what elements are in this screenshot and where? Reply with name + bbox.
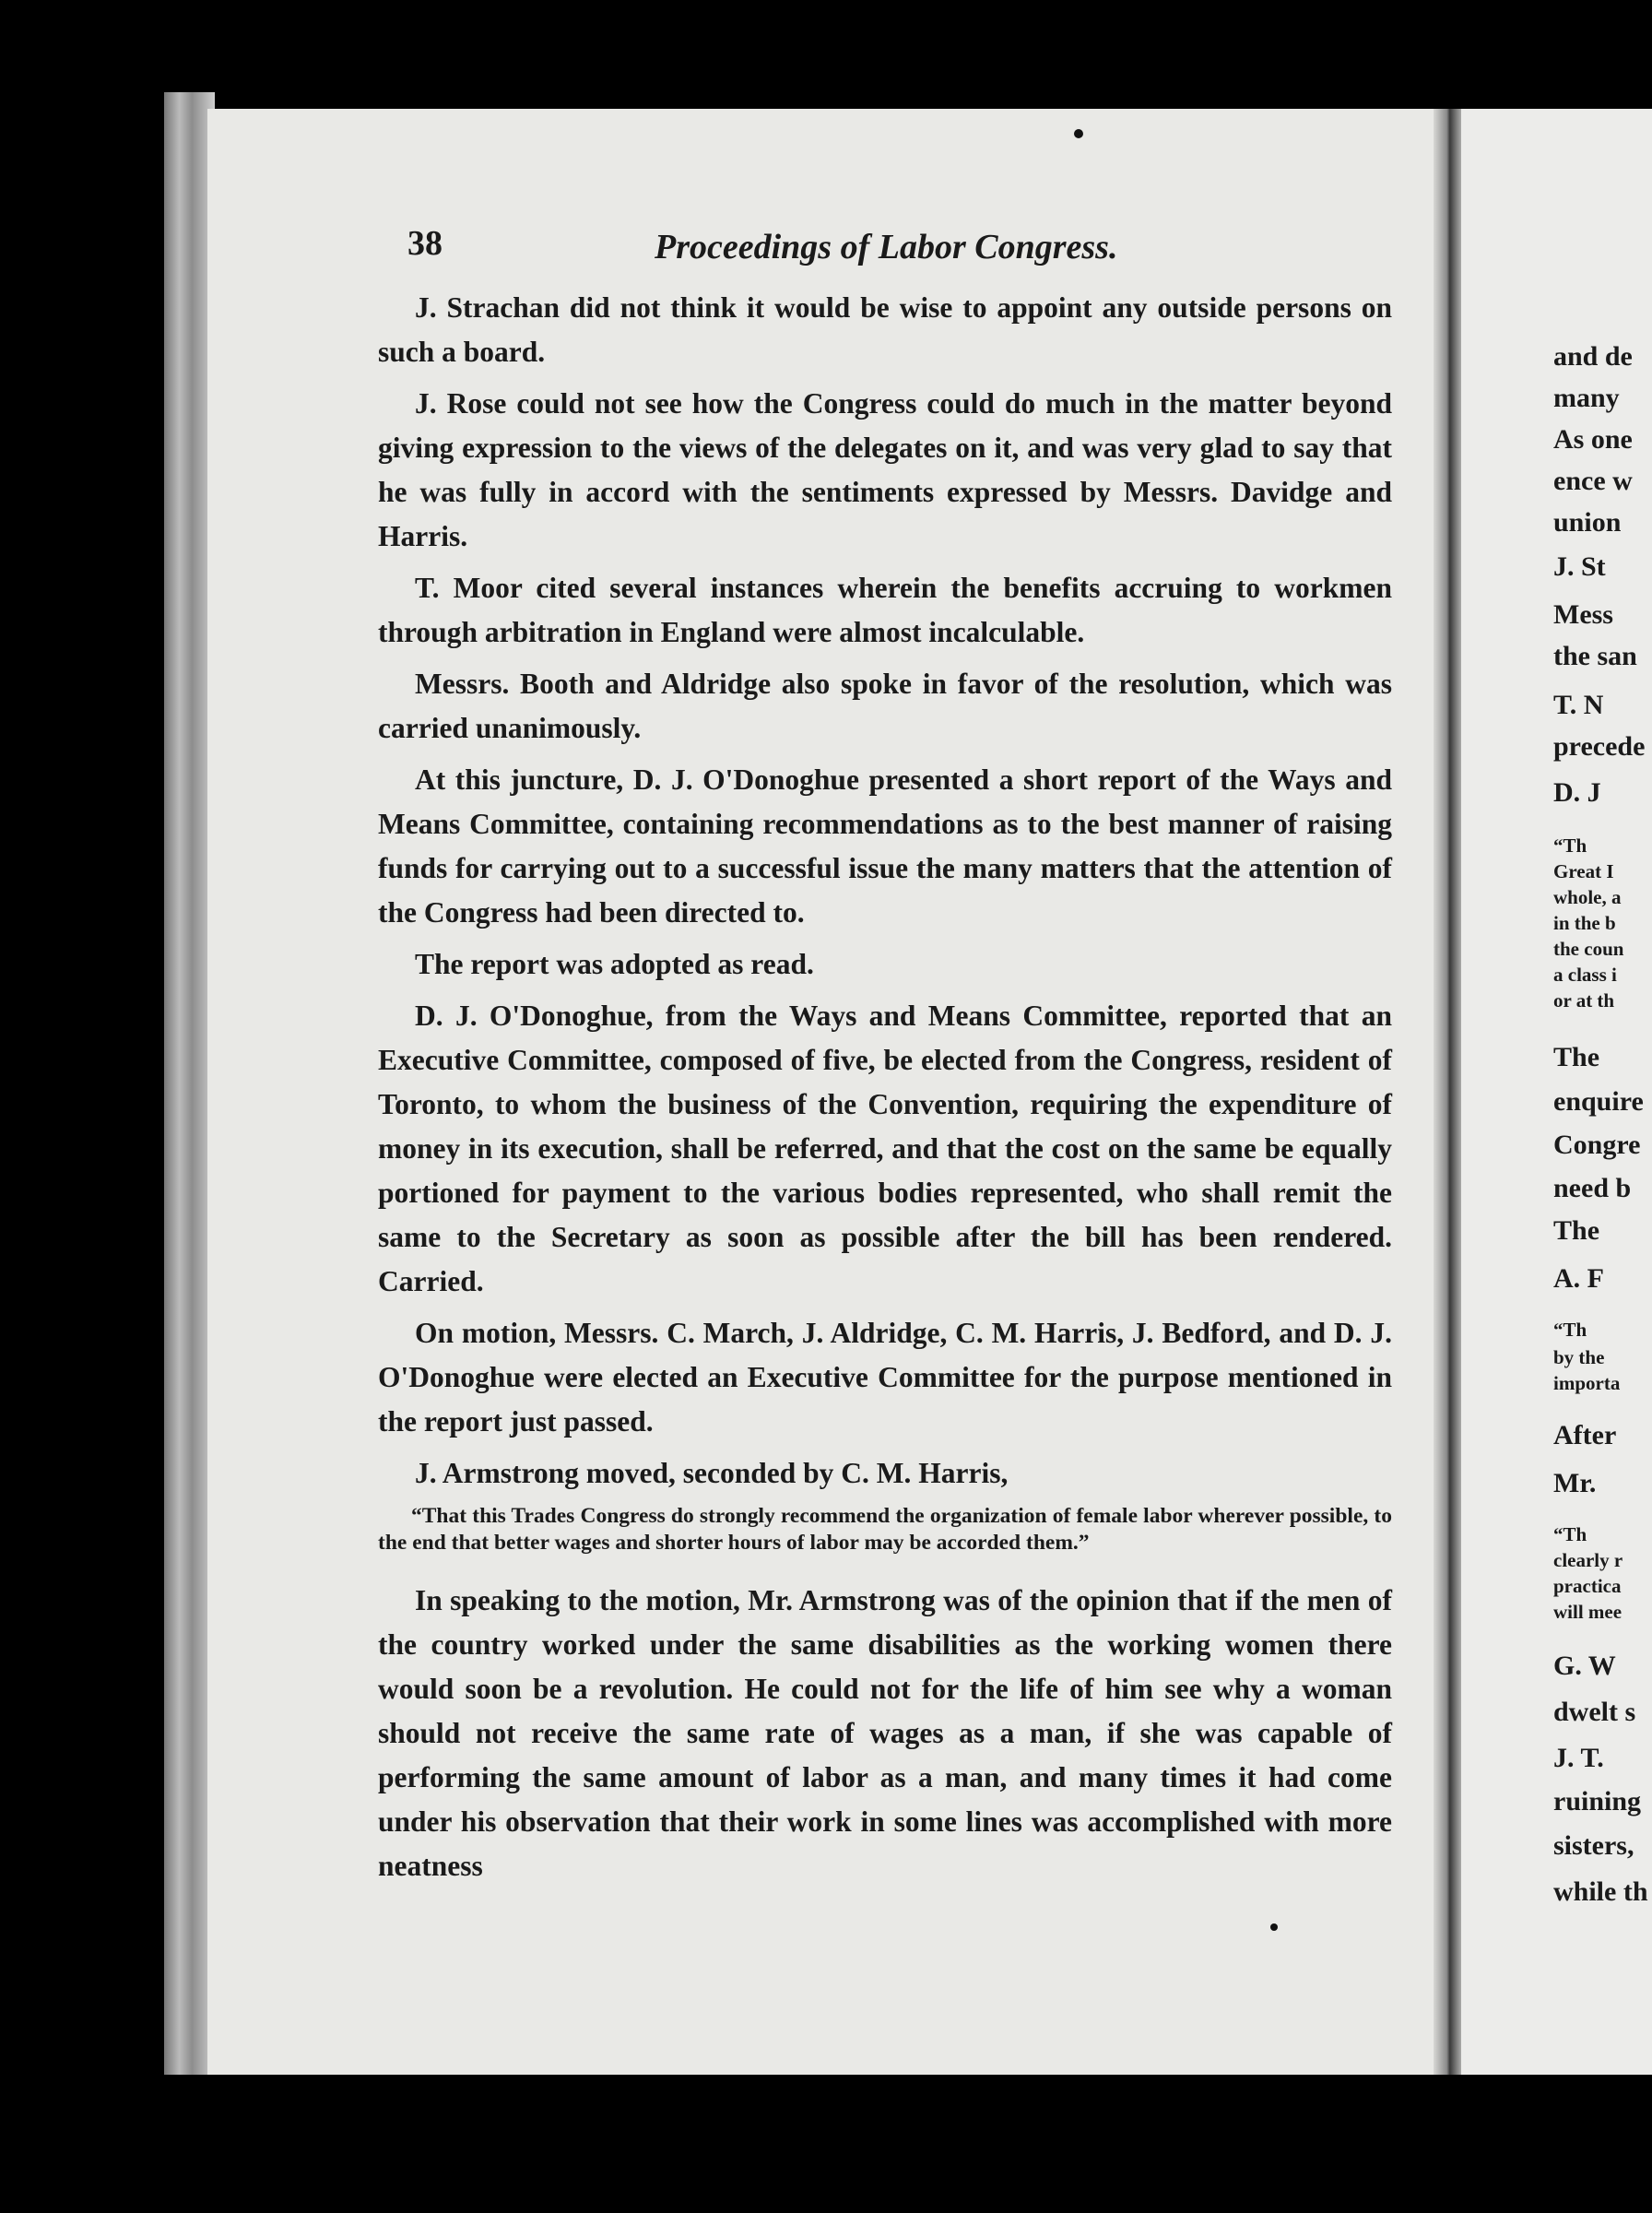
right-page-line: “Th xyxy=(1553,1319,1587,1341)
block-quote: “That this Trades Congress do strongly recommend the organization of female labor wherever possible, to the end that better wages and shorter hours of labor may be accorded them.” xyxy=(378,1504,1392,1555)
paragraph: At this juncture, D. J. O'Donoghue presented a short report of the Ways and Means Committee, containing recommendations as to the best manner of raising funds for carrying out to a successful issue the many matters that the attention of the Congress had been directed to. xyxy=(378,763,1392,929)
paragraph: J. Strachan did not think it would be wise to appoint any outside persons on such a board. xyxy=(378,291,1392,368)
ink-speck xyxy=(1074,129,1083,138)
right-page-line: Mess xyxy=(1553,599,1613,630)
right-page-line: enquire xyxy=(1553,1086,1644,1117)
paragraph: J. Rose could not see how the Congress could do much in the matter beyond giving expression to the views of the delegates on it, and was very glad to say that he was fully in accord with the sentiments expressed by Messrs. Davidge and Harris. xyxy=(378,387,1392,552)
right-page-line: union xyxy=(1553,507,1622,538)
right-page-line: J. T. xyxy=(1553,1743,1604,1773)
right-page-line: need b xyxy=(1553,1173,1632,1203)
right-page-line: many xyxy=(1553,383,1620,413)
right-page-line: the coun xyxy=(1553,938,1624,960)
right-page-line: in the b xyxy=(1553,912,1616,934)
book-gutter xyxy=(1434,109,1463,2075)
paragraph: J. Armstrong moved, seconded by C. M. Harris, xyxy=(415,1457,1009,1489)
right-page-line: “Th xyxy=(1553,1523,1587,1545)
right-page-line: “Th xyxy=(1553,834,1587,857)
right-page-line: a class i xyxy=(1553,964,1617,986)
right-page-line: the san xyxy=(1553,641,1637,671)
paragraph: The report was adopted as read. xyxy=(415,948,814,980)
paragraph: T. Moor cited several instances wherein the benefits accruing to workmen through arbitration in England were almost incalculable. xyxy=(378,572,1392,648)
right-page-line: T. N xyxy=(1553,690,1604,720)
right-page-line: J. St xyxy=(1553,551,1606,582)
right-page-line: Mr. xyxy=(1553,1468,1597,1498)
right-page-line: As one xyxy=(1553,424,1633,455)
right-page-line: Congre xyxy=(1553,1130,1641,1160)
right-page-line: A. F xyxy=(1553,1263,1604,1294)
right-page-line: dwelt s xyxy=(1553,1697,1636,1727)
running-head: Proceedings of Labor Congress. xyxy=(655,228,1118,266)
right-page-line: After xyxy=(1553,1420,1617,1450)
right-page-line: by the xyxy=(1553,1346,1605,1368)
right-page-line: The xyxy=(1553,1042,1600,1072)
right-page-line: ruining xyxy=(1553,1786,1642,1817)
paragraph: In speaking to the motion, Mr. Armstrong was of the opinion that if the men of the country worked under the same disabilities as the working women there would soon be a revolution. He could not for the life of him see why a woman should not receive the same rate of wages as a man, if she was capable of performing the same amount of labor as a man, and many times it had come under his observation that their work in some lines was accomplished with more neatness xyxy=(378,1584,1392,1882)
right-page-line: while th xyxy=(1553,1876,1648,1907)
paragraph: On motion, Messrs. C. March, J. Aldridge, C. M. Harris, J. Bedford, and D. J. O'Donoghue were elected an Executive Committee for the purpose mentioned in the report just passed. xyxy=(378,1317,1392,1438)
right-page-line: D. J xyxy=(1553,777,1601,808)
ink-speck xyxy=(1270,1923,1278,1931)
right-page-line: sisters, xyxy=(1553,1830,1634,1861)
right-page-line: whole, a xyxy=(1553,886,1622,908)
right-page-line: will mee xyxy=(1553,1601,1622,1623)
paragraph: D. J. O'Donoghue, from the Ways and Means Committee, reported that an Executive Committee, composed of five, be elected from the Congress, resident of Toronto, to whom the business of the Convention, requiring the expenditure of money in its execution, shall be referred, and that the cost on the same be equally portioned for payment to the various bodies represented, who shall remit the same to the Secretary as soon as possible after the bill has been rendered. Carried. xyxy=(378,1000,1392,1297)
right-page-line: precede xyxy=(1553,731,1646,762)
right-page-line: importa xyxy=(1553,1372,1621,1394)
right-page-line: clearly r xyxy=(1553,1549,1623,1571)
right-page-line: The xyxy=(1553,1215,1600,1246)
right-page-line: practica xyxy=(1553,1575,1622,1597)
paragraph: Messrs. Booth and Aldridge also spoke in favor of the resolution, which was carried unanimously. xyxy=(378,668,1392,744)
left-page-text xyxy=(378,212,1392,1896)
right-page-line: ence w xyxy=(1553,466,1633,496)
right-page-line: and de xyxy=(1553,341,1633,372)
page-number: 38 xyxy=(407,224,442,263)
right-page-line: Great I xyxy=(1553,860,1614,882)
right-page-line: or at th xyxy=(1553,989,1615,1012)
page-header xyxy=(378,212,1392,286)
right-page-line: G. W xyxy=(1553,1651,1616,1681)
